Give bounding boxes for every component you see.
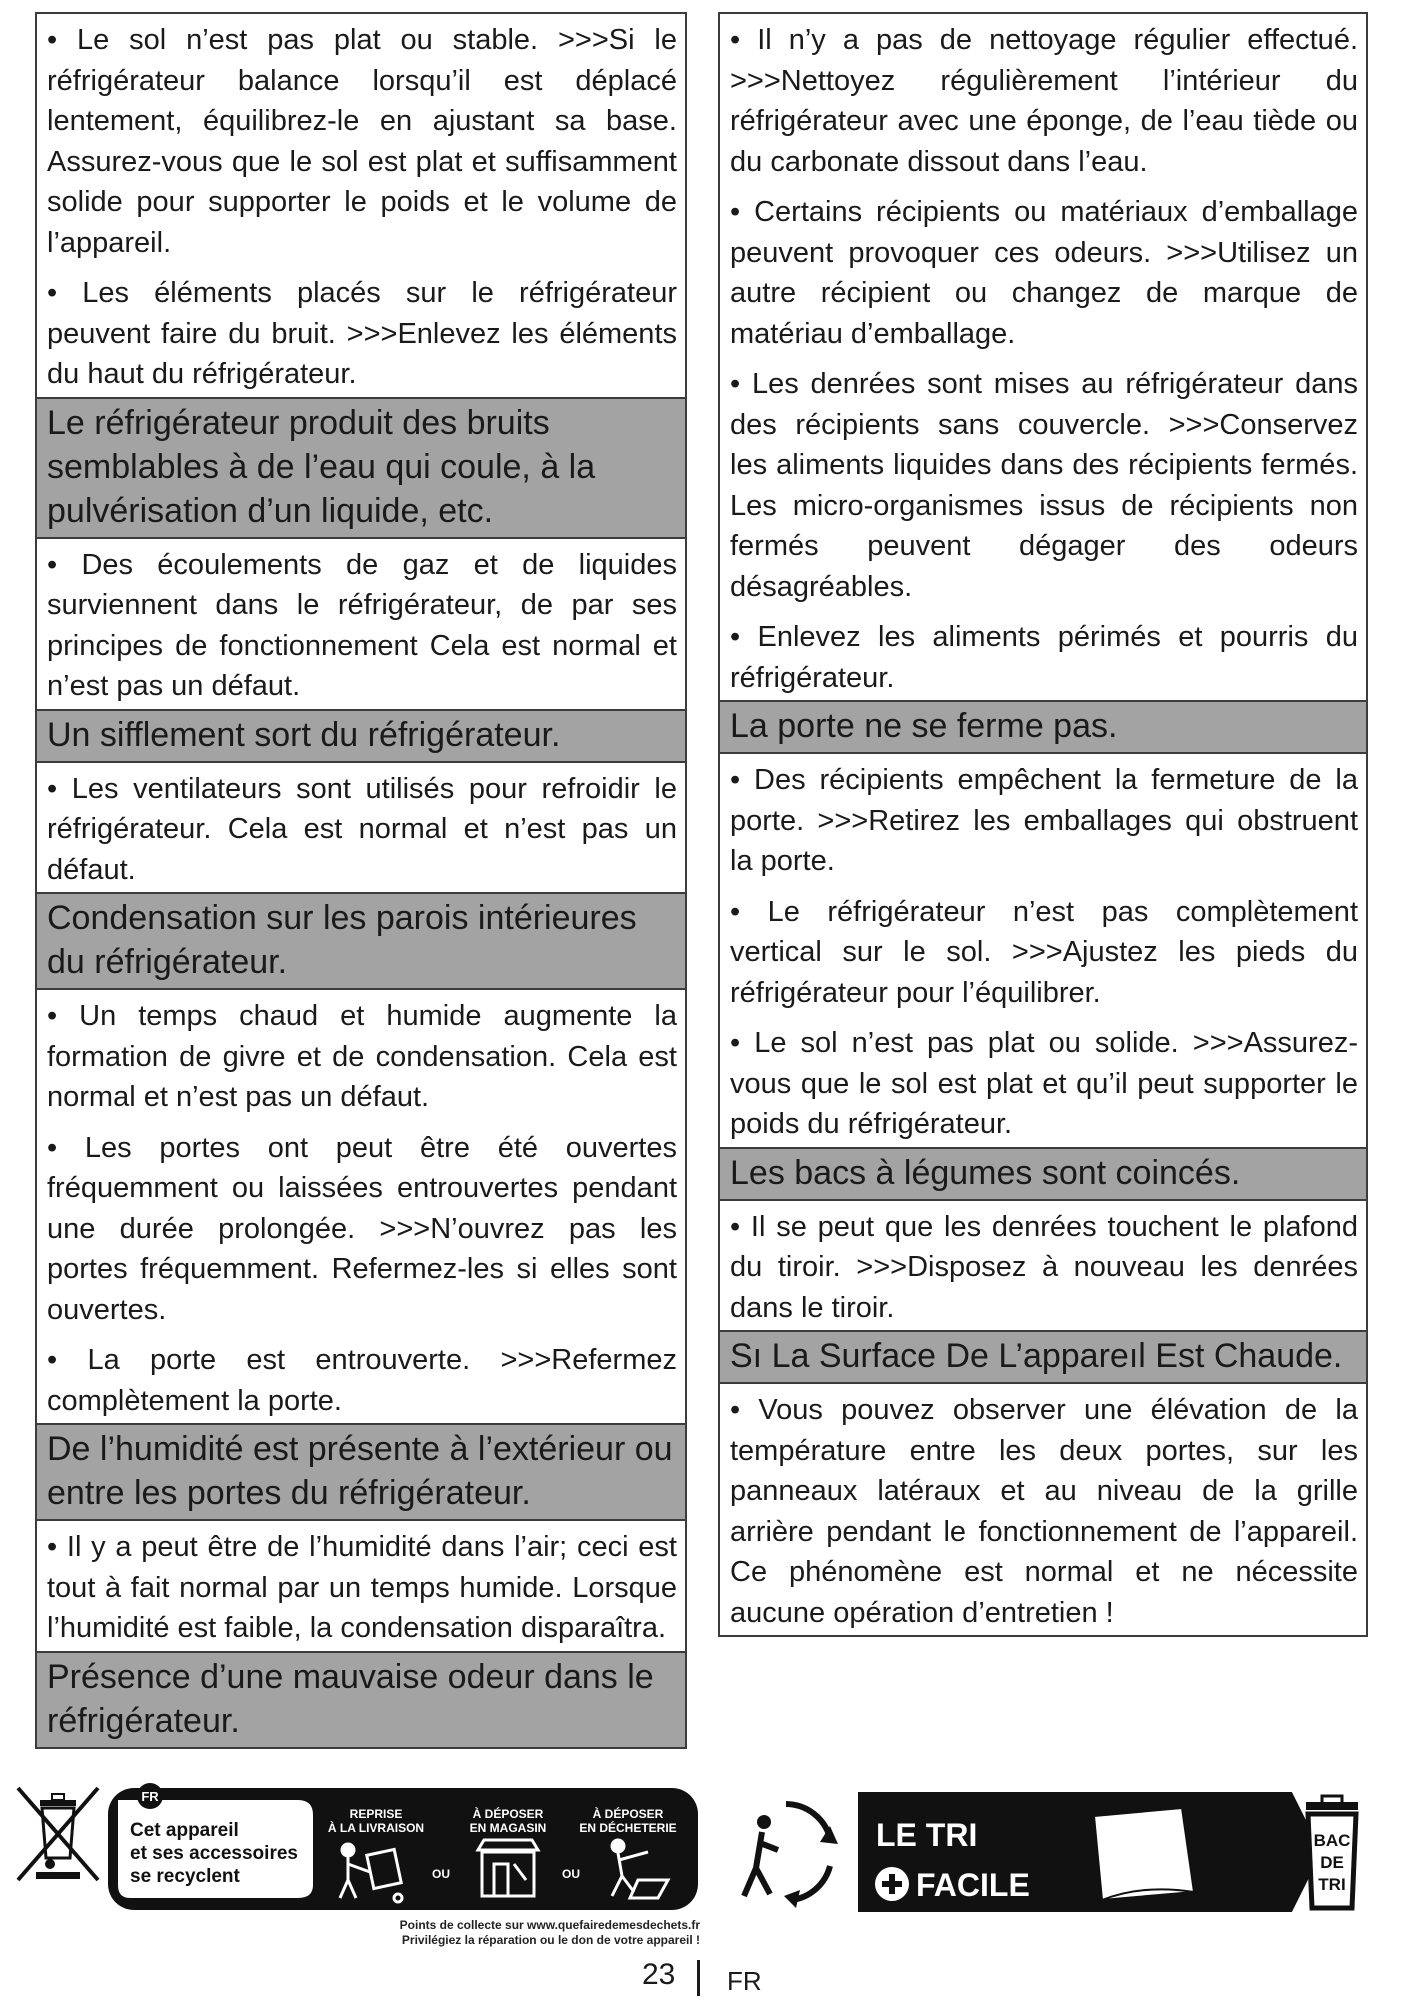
- option-delivery-a: REPRISE: [349, 1807, 403, 1821]
- facile-text: FACILE: [916, 1867, 1030, 1903]
- page-number: 23: [642, 1958, 676, 1991]
- solution-item: • Un temps chaud et humide augmente la formation de givre et de condensation. Cela est normal et n’est pas un défaut.: [47, 1000, 677, 1113]
- recycling-footnote-2: Privilégiez la réparation ou le don de votre appareil !: [401, 1933, 700, 1947]
- solution-item: • Des récipients empêchent la fermeture de la porte. >>>Retirez les emballages qui obstruent la porte.: [730, 764, 1358, 877]
- solution-item: • Les denrées sont mises au réfrigérateur dans des récipients sans couvercle. >>>Conservez les aliments liquides dans des récipients fermés. Les micro-organismes issus de récipients non fermés peuvent dégager des odeurs désagréables.: [730, 368, 1358, 603]
- solution-item: • Il se peut que les denrées touchent le plafond du tiroir. >>>Disposez à nouveau les denrées dans le tiroir.: [730, 1210, 1358, 1324]
- solution-block: [37, 988, 685, 1423]
- option-dump-b: EN DÉCHETERIE: [579, 1821, 677, 1835]
- troubleshooting-table-left: [35, 12, 687, 1749]
- le-tri-facile-logo: [722, 1788, 1367, 1916]
- problem-heading: Sı La Surface De L’appareıl Est Chaude.: [720, 1330, 1366, 1382]
- footer: [0, 1780, 1420, 2004]
- recycling-footnote-1: Points de collecte sur www.quefairedemesdechets.fr: [399, 1918, 700, 1932]
- solution-item: • Le sol n’est pas plat ou stable. >>>Si le réfrigérateur balance lorsqu’il est déplacé lentement, équilibrez-le en ajustant sa base. Assurez-vous que le sol est plat et suffisamment solide pour supporter le poids et le volume de l’appareil.: [47, 24, 677, 259]
- fr-badge: FR: [141, 1789, 159, 1804]
- bin-label-2: DE: [1320, 1853, 1344, 1872]
- solution-block: [37, 537, 685, 709]
- option-dump-a: À DÉPOSER: [592, 1807, 664, 1821]
- bin-label-3: TRI: [1318, 1875, 1346, 1894]
- solution-block: [37, 14, 685, 397]
- right-column: [718, 12, 1368, 1637]
- recycle-line-2: et ses accessoires: [130, 1843, 298, 1864]
- or-label-1: OU: [432, 1867, 450, 1881]
- weee-crossed-bin-icon: [10, 1780, 105, 1885]
- troubleshooting-table-right: [718, 12, 1368, 1637]
- solution-item: • Certains récipients ou matériaux d’emballage peuvent provoquer ces odeurs. >>>Utilisez un autre récipient ou changez de marque de matériau d’emballage.: [730, 196, 1358, 350]
- solution-item: • Les éléments placés sur le réfrigérateur peuvent faire du bruit. >>>Enlevez les éléments du haut du réfrigérateur.: [47, 277, 677, 390]
- solution-item: • Il y a peut être de l’humidité dans l’air; ceci est tout à fait normal par un temps humide. Lorsque l’humidité est faible, la condensation disparaîtra.: [47, 1531, 677, 1644]
- solution-block: [37, 1519, 685, 1651]
- solution-block: [720, 1199, 1366, 1331]
- paper-sheet-icon: [1094, 1808, 1194, 1900]
- bin-label-1: BAC: [1313, 1831, 1351, 1850]
- solution-item: • Des écoulements de gaz et de liquides surviennent dans le réfrigérateur, de par ses principes de fonctionnement Cela est normal et n’est pas un défaut.: [47, 548, 677, 702]
- recycling-info-logo: [108, 1780, 698, 1912]
- option-store-a: À DÉPOSER: [472, 1807, 544, 1821]
- solution-item: • Les portes ont peut être été ouvertes fréquemment ou laissées entrouvertes pendant une durée prolongée. >>>N’ouvrez pas les portes fréquemment. Refermez-les si elles sont ouvertes.: [47, 1131, 677, 1326]
- solution-item: • Vous pouvez observer une élévation de la température entre les deux portes, sur les panneaux latéraux et au niveau de la grille arrière pendant le fonctionnement de l’appareil. Ce phénomène est normal et ne nécessite aucune opération d’entretien !: [730, 1394, 1358, 1629]
- left-column: [35, 12, 687, 1749]
- page-language: FR: [727, 1966, 762, 1996]
- le-tri-text: LE TRI: [876, 1817, 978, 1853]
- solution-item: • Il n’y a pas de nettoyage régulier effectué. >>>Nettoyez régulièrement l’intérieur du réfrigérateur avec une éponge, de l’eau tiède ou du carbonate dissout dans l’eau.: [730, 24, 1358, 178]
- problem-heading: Condensation sur les parois intérieures du réfrigérateur.: [37, 892, 685, 988]
- solution-block: [37, 761, 685, 893]
- recycling-footnote: [330, 1918, 700, 1948]
- solution-item: • Le réfrigérateur n’est pas complètement vertical sur le sol. >>>Ajustez les pieds du réfrigérateur pour l’équilibrer.: [730, 895, 1358, 1009]
- recycle-line-3: se recyclent: [130, 1866, 240, 1887]
- page-separator: [697, 1960, 700, 1996]
- recycle-line-1: Cet appareil: [130, 1820, 239, 1841]
- problem-heading: Les bacs à légumes sont coincés.: [720, 1147, 1366, 1199]
- option-store-b: EN MAGASIN: [469, 1821, 547, 1835]
- solution-block: [720, 14, 1366, 700]
- triman-icon: [744, 1804, 838, 1908]
- problem-heading: Présence d’une mauvaise odeur dans le réfrigérateur.: [37, 1651, 685, 1747]
- problem-heading: De l’humidité est présente à l’extérieur ou entre les portes du réfrigérateur.: [37, 1423, 685, 1519]
- problem-heading: Le réfrigérateur produit des bruits semblables à de l’eau qui coule, à la pulvérisation d’un liquide, etc.: [37, 397, 685, 537]
- solution-item: • Les ventilateurs sont utilisés pour refroidir le réfrigérateur. Cela est normal et n’est pas un défaut.: [47, 772, 677, 886]
- problem-heading: La porte ne se ferme pas.: [720, 700, 1366, 752]
- solution-block: [720, 752, 1366, 1147]
- or-label-2: OU: [562, 1867, 580, 1881]
- solution-item: • Le sol n’est pas plat ou solide. >>>Assurez-vous que le sol est plat et qu’il peut supporter le poids du réfrigérateur.: [730, 1027, 1358, 1140]
- solution-item: • La porte est entrouverte. >>>Refermez complètement la porte.: [47, 1344, 677, 1417]
- solution-item: • Enlevez les aliments périmés et pourris du réfrigérateur.: [730, 621, 1358, 694]
- problem-heading: Un sifflement sort du réfrigérateur.: [37, 709, 685, 761]
- solution-block: [720, 1382, 1366, 1635]
- option-delivery-b: À LA LIVRAISON: [327, 1821, 425, 1835]
